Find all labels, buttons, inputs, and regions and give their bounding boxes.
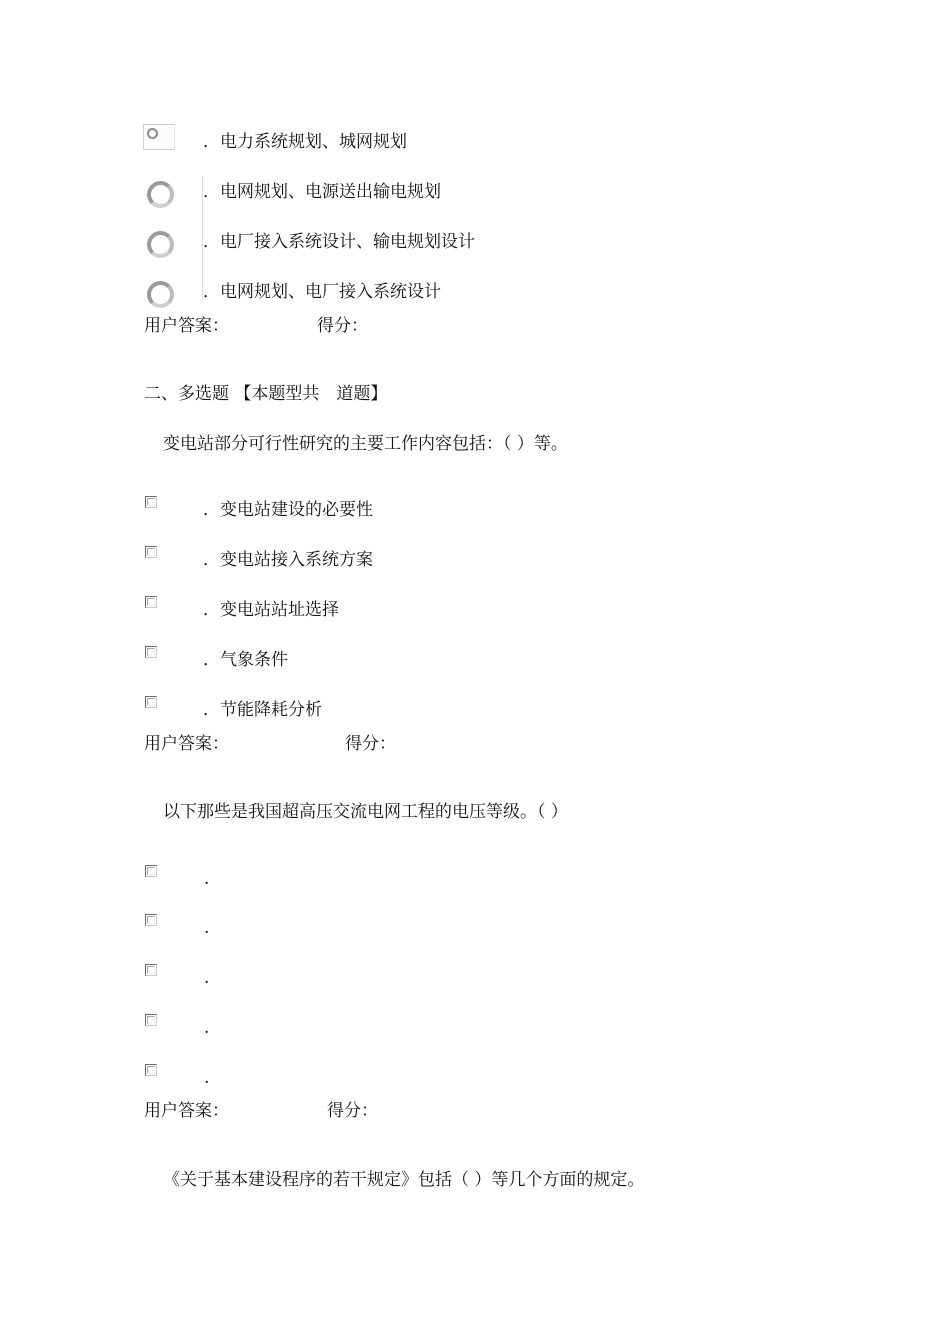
checkbox-option-a[interactable] (145, 496, 157, 508)
option-d-text: ．气象条件 (203, 650, 288, 670)
score-label: 得分： (345, 734, 396, 754)
question-stem: 以下那些是我国超高压交流电网工程的电压等级。（ ） (163, 802, 568, 822)
section-heading-multi-choice: 二、多选题 【本题型共 道题】 (144, 384, 388, 404)
option-b-text: ．电网规划、电源送出输电规划 (203, 182, 441, 202)
radio-option-c[interactable] (147, 231, 174, 258)
radio-icon (147, 128, 158, 139)
checkbox-option-c[interactable] (145, 964, 157, 976)
user-answer-label: 用户答案： (144, 316, 229, 336)
option-d-text: ．电网规划、电厂接入系统设计 (203, 282, 441, 302)
radio-option-a[interactable] (143, 124, 175, 150)
option-e-text: . (204, 1068, 210, 1088)
user-answer-label: 用户答案： (144, 734, 229, 754)
option-e-text: ．节能降耗分析 (203, 700, 322, 720)
option-b-text: . (204, 918, 210, 938)
option-a-text: ．变电站建设的必要性 (203, 500, 373, 520)
score-label: 得分： (317, 316, 368, 336)
option-b-text: ．变电站接入系统方案 (203, 550, 373, 570)
question-stem: 变电站部分可行性研究的主要工作内容包括：（ ）等。 (163, 434, 568, 454)
user-answer-label: 用户答案： (144, 1101, 229, 1121)
option-c-text: . (204, 968, 210, 988)
checkbox-option-a[interactable] (145, 865, 157, 877)
option-a-text: ．电力系统规划、城网规划 (203, 132, 407, 152)
checkbox-option-d[interactable] (145, 1014, 157, 1026)
checkbox-option-b[interactable] (145, 546, 157, 558)
question-stem: 《关于基本建设程序的若干规定》包括（ ）等几个方面的规定。 (163, 1170, 645, 1190)
option-c-text: ．变电站站址选择 (203, 600, 339, 620)
checkbox-option-b[interactable] (145, 914, 157, 926)
option-c-text: ．电厂接入系统设计、输电规划设计 (203, 232, 475, 252)
checkbox-option-d[interactable] (145, 646, 157, 658)
checkbox-option-c[interactable] (145, 596, 157, 608)
checkbox-option-e[interactable] (145, 696, 157, 708)
checkbox-option-e[interactable] (145, 1064, 157, 1076)
radio-option-b[interactable] (147, 181, 174, 208)
option-d-text: . (204, 1018, 210, 1038)
option-a-text: . (204, 869, 210, 889)
score-label: 得分： (327, 1101, 378, 1121)
radio-option-d[interactable] (147, 281, 174, 308)
